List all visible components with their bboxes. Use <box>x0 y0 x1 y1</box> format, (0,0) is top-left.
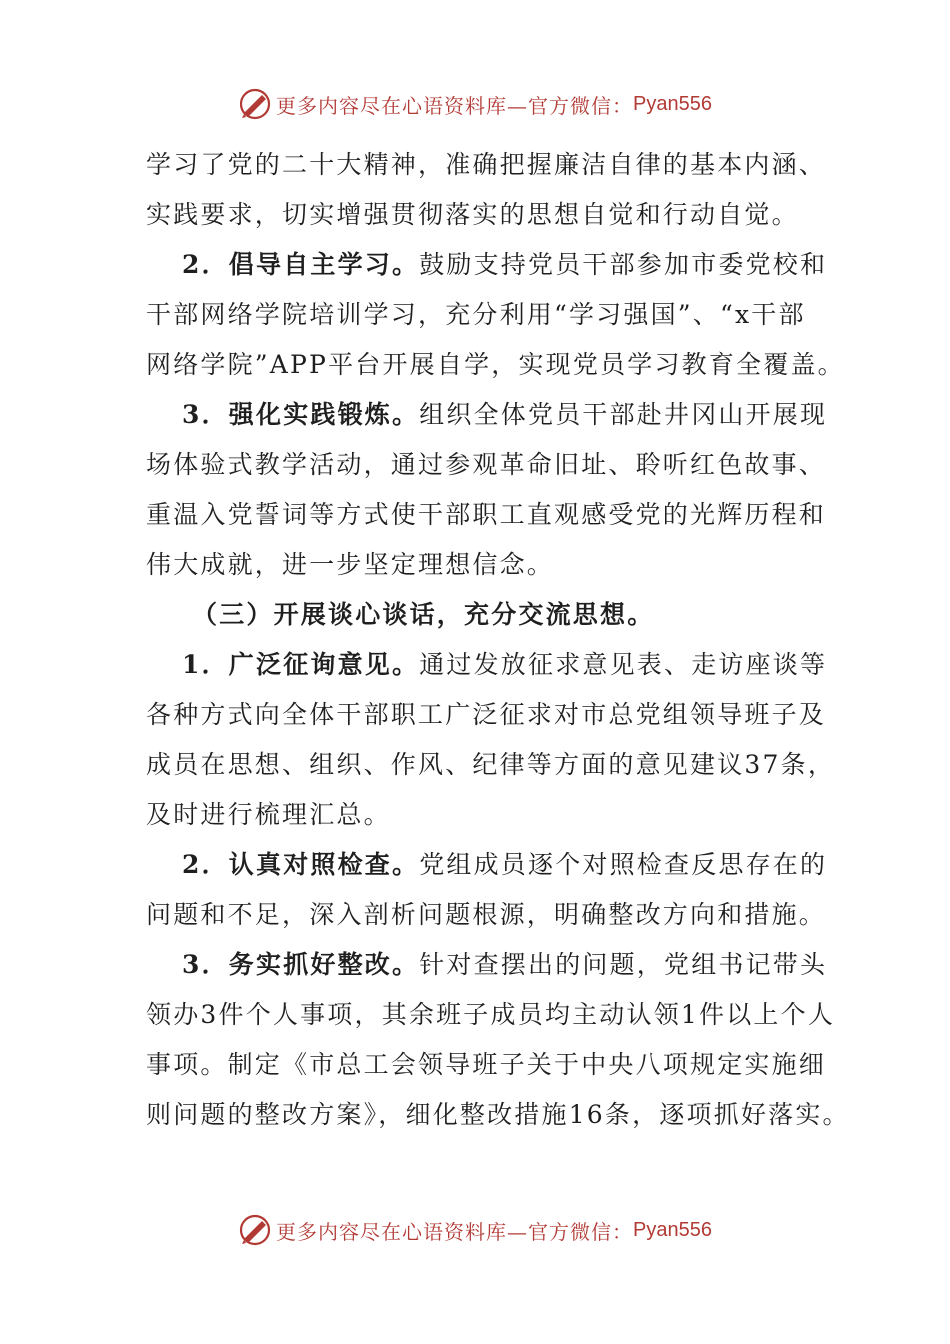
text-line: 学习了党的二十大精神，准确把握廉洁自律的基本内涵、 <box>146 150 827 179</box>
text-line: 成员在思想、组织、作风、纪律等方面的意见建议37条， <box>146 750 836 779</box>
item-body: 党组成员逐个对照检查反思存在的 <box>419 850 828 879</box>
text-line: 各种方式向全体干部职工广泛征求对市总党组领导班子及 <box>146 700 827 729</box>
section-heading: （三）开展谈心谈话，充分交流思想。 <box>192 600 655 629</box>
item-heading: 3．务实抓好整改。 <box>182 950 420 979</box>
item-heading: 1．广泛征询意见。 <box>182 650 420 679</box>
header-banner <box>0 84 950 124</box>
document-body <box>146 140 850 1140</box>
item-heading: 2．倡导自主学习。 <box>182 250 420 279</box>
text-line: 场体验式教学活动，通过参观革命旧址、聆听红色故事、 <box>146 450 827 479</box>
pen-logo-icon <box>238 1213 272 1247</box>
banner-wechat-id: Pyan556 <box>633 1218 712 1241</box>
text-line: 干部网络学院培训学习，充分利用“学习强国”、“x干部 <box>146 300 806 329</box>
text-line: 问题和不足，深入剖析问题根源，明确整改方向和措施。 <box>146 900 827 929</box>
text-line: 重温入党誓词等方式使干部职工直观感受党的光辉历程和 <box>146 500 827 529</box>
item-heading: 2．认真对照检查。 <box>182 850 420 879</box>
list-item-heading-line <box>146 240 828 290</box>
text-line: 则问题的整改方案》，细化整改措施16条，逐项抓好落实。 <box>146 1100 850 1129</box>
banner-wechat-id: Pyan556 <box>633 92 712 115</box>
list-item-heading-line <box>146 640 828 690</box>
pen-logo-icon <box>238 87 272 121</box>
banner-text: 更多内容尽在心语资料库—官方微信： <box>276 93 634 118</box>
item-body: 通过发放征求意见表、走访座谈等 <box>419 650 828 679</box>
item-body: 针对查摆出的问题，党组书记带头 <box>419 950 828 979</box>
text-line: 事项。制定《市总工会领导班子关于中央八项规定实施细 <box>146 1050 827 1079</box>
text-line: 及时进行梳理汇总。 <box>146 800 391 829</box>
text-line: 领办3件个人事项，其余班子成员均主动认领1件以上个人 <box>146 1000 836 1029</box>
text-line: 伟大成就，进一步坚定理想信念。 <box>146 550 555 579</box>
list-item-heading-line <box>146 390 828 440</box>
list-item-heading-line <box>146 840 828 890</box>
footer-banner <box>0 1210 950 1250</box>
item-body: 鼓励支持党员干部参加市委党校和 <box>419 250 828 279</box>
text-line: 网络学院”APP平台开展自学，实现党员学习教育全覆盖。 <box>146 350 845 379</box>
banner-text: 更多内容尽在心语资料库—官方微信： <box>276 1219 634 1244</box>
item-heading: 3．强化实践锻炼。 <box>182 400 420 429</box>
item-body: 组织全体党员干部赴井冈山开展现 <box>419 400 828 429</box>
list-item-heading-line <box>146 940 828 990</box>
text-line: 实践要求，切实增强贯彻落实的思想自觉和行动自觉。 <box>146 200 799 229</box>
